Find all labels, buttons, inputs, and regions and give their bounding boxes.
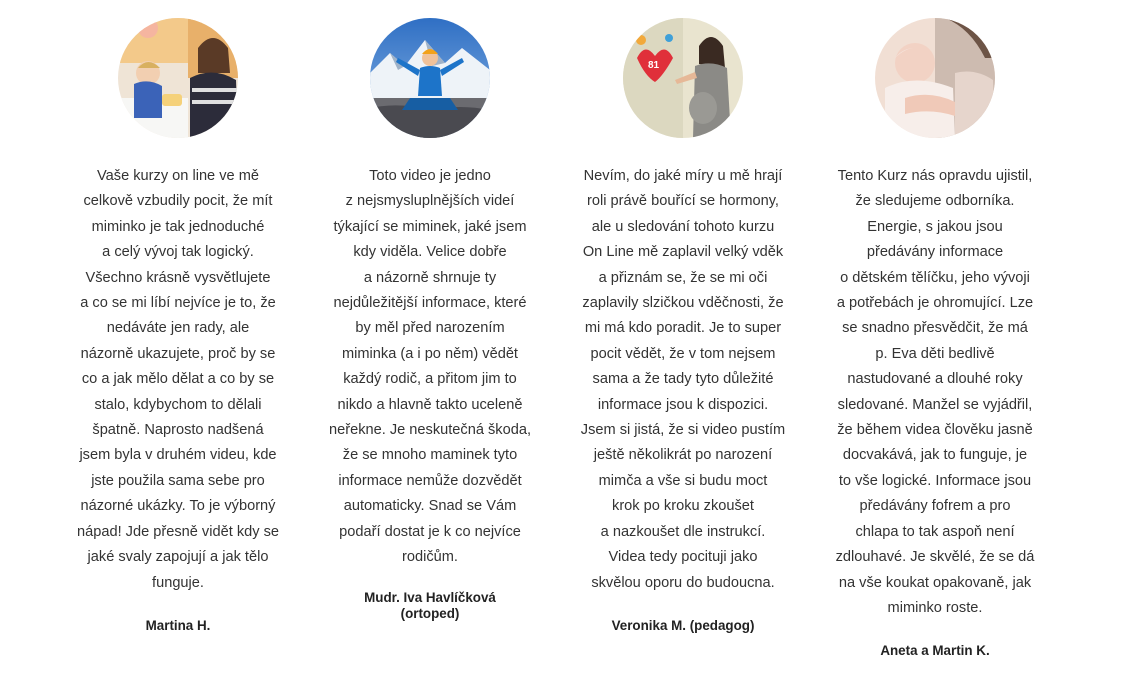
quote-line: mi má kdo poradit. Je to super	[584, 320, 782, 337]
quote-line: týkající se miminek, jaké jsem	[333, 218, 527, 235]
testimonial-author: Veronika M. (pedagog)	[611, 617, 755, 633]
testimonial-author	[320, 590, 540, 622]
newborn-baby-photo	[875, 18, 995, 138]
quote-line: nápad! Jde přesně vidět kdy se	[76, 523, 279, 540]
quote-line: miminko je tak jednoduché	[91, 218, 265, 235]
quote-line: informace jsou k dispozici.	[597, 396, 769, 413]
testimonial-card	[68, 18, 288, 634]
quote-line: předávány informace	[866, 244, 1004, 261]
quote-line: že během videa člověku jasně	[837, 422, 1033, 439]
quote-line: sledované. Manžel se vyjádřil,	[837, 396, 1033, 413]
quote-line: sama a že tady tyto důležité	[592, 371, 774, 388]
author-title: (ortoped)	[400, 605, 460, 621]
quote-line: a celý vývoj tak logický.	[102, 244, 254, 261]
quote-line: by měl před narozením	[355, 320, 505, 337]
quote-line: informace nemůže dozvědět	[338, 472, 522, 489]
quote-line: podaří dostat je k co nejvíce	[339, 523, 521, 540]
quote-line: a potřebách je ohromující. Lze	[836, 295, 1034, 312]
quote-line: skvělou oporu do budoucna.	[591, 574, 775, 591]
quote-line: funguje.	[152, 574, 204, 591]
quote-line: zdlouhavé. Je skvělé, že se dá	[835, 549, 1035, 566]
mother-with-baby-photo	[118, 18, 238, 138]
quote-line: Toto video je jedno	[369, 168, 491, 184]
quote-line: zaplavily slzičkou vděčnosti, že	[582, 295, 784, 312]
testimonial-author: Aneta a Martin K.	[880, 643, 990, 659]
quote-line: názorně ukazujete, proč by se	[80, 345, 276, 362]
quote-line: a názorně shrnuje ty	[363, 269, 497, 286]
quote-line: jaké svaly zapojují a jak tělo	[87, 549, 269, 566]
quote-line: a co se mi líbí nejvíce je to, že	[80, 295, 276, 312]
testimonial-quote	[320, 164, 540, 571]
quote-line: nejdůležitější informace, které	[333, 295, 527, 312]
quote-line: Energie, s jakou jsou	[867, 218, 1003, 235]
quote-line: že se mnoho maminek tyto	[342, 447, 518, 464]
quote-line: chlapa to tak aspoň není	[855, 523, 1015, 540]
quote-line: Vaše kurzy on line ve mě	[97, 168, 259, 184]
quote-line: na vše koukat opakovaně, jak	[838, 574, 1032, 591]
quote-line: co a jak mělo dělat a co by se	[81, 371, 275, 388]
quote-line: docvakává, jak to funguje, je	[842, 447, 1028, 464]
quote-line: se snadno přesvědčit, že má	[842, 320, 1028, 337]
quote-line: to vše logické. Informace jsou	[838, 472, 1032, 489]
quote-line: Jsem si jistá, že si video pustím	[580, 422, 786, 439]
testimonial-quote	[573, 164, 793, 596]
quote-line: kdy viděla. Velice dobře	[353, 244, 507, 261]
quote-line: neřekne. Je neskutečná škoda,	[328, 422, 531, 439]
quote-line: špatně. Naprosto nadšená	[92, 422, 264, 439]
quote-line: Nevím, do jaké míry u mě hrají	[583, 168, 783, 184]
svg-text:81: 81	[648, 60, 660, 71]
quote-line: roli právě bouřící se hormony,	[587, 193, 779, 210]
testimonial-quote	[68, 164, 288, 596]
quote-line: z nejsmysluplnějších videí	[345, 193, 515, 210]
testimonial-quote	[825, 164, 1045, 621]
quote-line: nedáváte jen rady, ale	[106, 320, 250, 337]
author-name: Mudr. Iva Havlíčková	[364, 589, 496, 605]
quote-line: celkově vzbudily pocit, že mít	[83, 193, 273, 210]
testimonial-card	[825, 18, 1045, 659]
quote-line: pocit vědět, že v tom nejsem	[590, 345, 776, 362]
quote-line: předávány fofrem a pro	[859, 498, 1011, 515]
quote-line: Všechno krásně vysvětlujete	[85, 269, 271, 286]
quote-line: nastudované a dlouhé roky	[847, 371, 1023, 388]
quote-line: stalo, kdybychom to dělali	[94, 396, 262, 413]
quote-line: že sledujeme odborníka.	[855, 193, 1015, 210]
quote-line: Tento Kurz nás opravdu ujistil,	[837, 168, 1033, 184]
testimonial-author: Martina H.	[145, 617, 211, 633]
quote-line: automaticky. Snad se Vám	[343, 498, 517, 515]
quote-line: a přiznám se, že se mi oči	[598, 269, 768, 286]
quote-line: jsem byla v druhém videu, kde	[79, 447, 277, 464]
quote-line: On Line mě zaplavil velký vděk	[582, 244, 784, 261]
quote-line: ale u sledování tohoto kurzu	[591, 218, 775, 235]
quote-line: rodičům.	[402, 549, 458, 566]
quote-line: p. Eva děti bedlivě	[875, 345, 995, 362]
quote-line: jste použila sama sebe pro	[91, 472, 265, 489]
mountain-climber-photo	[370, 18, 490, 138]
quote-line: každý rodič, a přitom jim to	[343, 371, 517, 388]
quote-line: miminko roste.	[887, 599, 983, 616]
quote-line: mimča a vše si budu moct	[598, 472, 768, 489]
quote-line: krok po kroku zkoušet	[612, 498, 754, 515]
quote-line: názorné ukázky. To je výborný	[80, 498, 276, 515]
testimonial-card	[320, 18, 540, 622]
quote-line: miminka (a i po něm) vědět	[341, 345, 518, 362]
pregnant-teacher-photo	[623, 18, 743, 138]
quote-line: nikdo a hlavně takto uceleně	[337, 396, 523, 413]
testimonial-card	[573, 18, 793, 634]
quote-line: ještě několikrát po narození	[593, 447, 773, 464]
quote-line: a nazkoušet dle instrukcí.	[600, 523, 766, 540]
quote-line: o dětském tělíčku, jeho vývoji	[840, 269, 1030, 286]
quote-line: Videa tedy pocituji jako	[608, 549, 758, 566]
